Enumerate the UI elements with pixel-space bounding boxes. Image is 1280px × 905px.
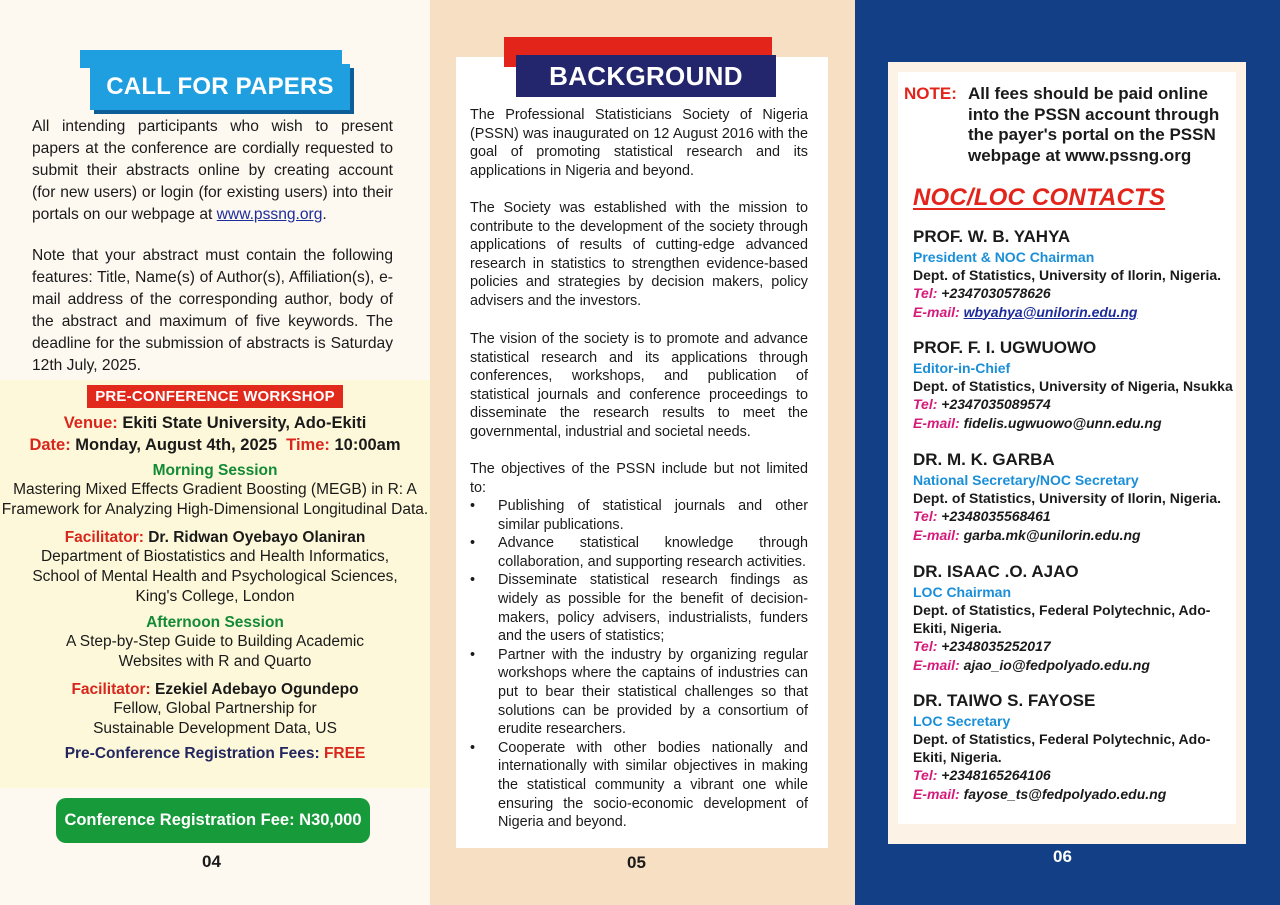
contact-email	[913, 303, 1233, 322]
facilitator-label: Facilitator:	[71, 681, 151, 698]
contact-email	[913, 526, 1233, 545]
contact-card	[913, 226, 1233, 321]
pre-conference-fees	[0, 745, 430, 763]
contact-phone	[913, 766, 1233, 785]
email-label: E-mail:	[913, 414, 960, 431]
note-label: NOTE:	[904, 84, 957, 103]
tel-value[interactable]: +2348035252017	[941, 638, 1051, 654]
contact-role: LOC Secretary	[913, 713, 1011, 729]
abstract-note: Note that your abstract must contain the following features: Title, Name(s) of Author(s), Affiliation(s), e-mail address of the corresponding author, body of the abstract and maximum of five keywords. The deadline for the submission of abstracts is Saturday 12th July, 2025.	[32, 247, 393, 374]
contact-role: National Secretary/NOC Secretary	[913, 472, 1139, 488]
email-label: E-mail:	[913, 526, 960, 543]
email-value[interactable]: ajao_io@fedpolyado.edu.ng	[963, 656, 1150, 673]
background-para-2: The Society was established with the mission to contribute to the development of the society through applications of results of cutting-edge advanced research in statistics to strengthen evidence-based policies and strategies by decision makers, policy advisers and the investors.	[470, 200, 808, 309]
email-value[interactable]: garba.mk@unilorin.edu.ng	[963, 526, 1141, 543]
email-value[interactable]: fayose_ts@fedpolyado.edu.ng	[963, 785, 1167, 802]
facilitator-name: Dr. Ridwan Oyebayo Olaniran	[148, 529, 366, 546]
facilitator-affiliation-1: Fellow, Global Partnership for	[113, 700, 317, 717]
email-value[interactable]: fidelis.ugwuowo@unn.edu.ng	[963, 414, 1162, 431]
tel-label: Tel:	[913, 285, 938, 301]
list-item: • Partner with the industry by organizing regular workshops where the captains of industries can put to bear their statistical challenges so that solutions can be provided by a consortium of erudite researchers.	[470, 646, 808, 739]
workshop-badge: PRE-CONFERENCE WORKSHOP	[87, 385, 343, 408]
note-text: All fees should be paid online into the PSSN account through the payer's portal on the PSSN webpage at www.pssng.org	[968, 84, 1220, 165]
afternoon-session-desc-1: A Step-by-Step Guide to Building Academic	[65, 633, 365, 650]
tel-value[interactable]: +2348035568461	[941, 508, 1051, 524]
contact-dept: Dept. of Statistics, Federal Polytechnic, Ado-Ekiti, Nigeria.	[913, 731, 1211, 765]
call-for-papers-heading: CALL FOR PAPERS	[106, 73, 334, 100]
facilitator-label: Facilitator:	[64, 529, 144, 546]
morning-session-title: Morning Session	[152, 462, 278, 479]
facilitator-affiliation-1: Department of Biostatistics and Health Informatics,	[40, 548, 390, 565]
contact-phone	[913, 637, 1233, 656]
venue-value: Ekiti State University, Ado-Ekiti	[122, 414, 367, 432]
website-link[interactable]: www.pssng.org	[216, 206, 323, 223]
background-para-1: The Professional Statisticians Society of Nigeria (PSSN) was inaugurated on 12 August 2016 with the goal of promoting statistical research and its applications in Nigeria and beyond.	[470, 107, 808, 179]
contact-name: DR. TAIWO S. FAYOSE	[913, 691, 1096, 710]
contacts-heading: NOC/LOC CONTACTS	[913, 184, 1166, 211]
tel-label: Tel:	[913, 767, 938, 783]
list-item: • Cooperate with other bodies nationally and internationally with similar objectives in making the statistical community a vibrant one while ensuring the socio-economic development of Nigeria and beyond.	[470, 739, 808, 832]
contact-dept: Dept. of Statistics, University of Ilorin, Nigeria.	[913, 490, 1222, 506]
afternoon-facilitator	[0, 681, 430, 699]
contact-name: PROF. F. I. UGWUOWO	[913, 338, 1097, 357]
contact-phone	[913, 284, 1233, 303]
fees-label: Pre-Conference Registration Fees:	[64, 745, 320, 762]
background-heading: BACKGROUND	[549, 61, 743, 91]
contact-card	[913, 337, 1233, 432]
contact-name: DR. ISAAC .O. AJAO	[913, 562, 1079, 581]
list-item: • Disseminate statistical research findings as widely as possible for the benefit of decision-makers, policy advisers, industrialists, funders and the users of statistics;	[470, 571, 808, 645]
tel-value[interactable]: +2348165264106	[941, 767, 1051, 783]
pre-conference-workshop-section	[0, 380, 430, 788]
contact-card	[913, 690, 1233, 803]
contact-name: PROF. W. B. YAHYA	[913, 227, 1071, 246]
facilitator-affiliation-2: Sustainable Development Data, US	[93, 720, 337, 737]
contact-email	[913, 414, 1233, 433]
afternoon-session-desc-2: Websites with R and Quarto	[118, 653, 312, 670]
morning-session-desc-1: Mastering Mixed Effects Gradient Boosting (MEGB) in R: A	[13, 481, 417, 498]
afternoon-session-title: Afternoon Session	[146, 614, 284, 631]
email-label: E-mail:	[913, 303, 960, 320]
tel-label: Tel:	[913, 508, 938, 524]
date-value: Monday, August 4th, 2025	[75, 436, 277, 454]
email-label: E-mail:	[913, 656, 960, 673]
intro-end: .	[322, 206, 327, 223]
call-for-papers-banner	[80, 50, 350, 110]
background-para-3: The vision of the society is to promote and advance statistical research and its applications through conferences, workshops, and publication of statistical journals and conference proceedings to disseminate the research results to meet the governmental, industrial and societal needs.	[470, 331, 808, 440]
contact-dept: Dept. of Statistics, Federal Polytechnic, Ado-Ekiti, Nigeria.	[913, 602, 1211, 636]
fees-value: FREE	[323, 745, 366, 762]
contact-role: President & NOC Chairman	[913, 249, 1095, 265]
list-item: • Publishing of statistical journals and other similar publications.	[470, 497, 808, 534]
page-number-05: 05	[627, 853, 646, 872]
contact-email	[913, 785, 1233, 804]
email-label: E-mail:	[913, 785, 960, 802]
contact-phone	[913, 507, 1233, 526]
morning-session-desc-2: Framework for Analyzing High-Dimensional Longitudinal Data.	[1, 501, 429, 518]
contact-role: Editor-in-Chief	[913, 360, 1011, 376]
list-item: • Advance statistical knowledge through collaboration, and supporting research activities.	[470, 534, 808, 571]
time-label: Time:	[286, 436, 330, 454]
workshop-venue	[0, 414, 430, 433]
tel-label: Tel:	[913, 638, 938, 654]
email-link[interactable]: wbyahya@unilorin.edu.ng	[963, 303, 1138, 320]
objectives-intro: The objectives of the PSSN include but not limited to:	[470, 461, 808, 496]
venue-label: Venue:	[63, 414, 118, 432]
page-number-06: 06	[1053, 847, 1072, 866]
contact-name: DR. M. K. GARBA	[913, 450, 1055, 469]
intro-text: All intending participants who wish to present papers at the conference are cordially requested to submit their abstracts online by creating account (for new users) or login (for existing users) into their portals on our webpage at	[32, 118, 393, 223]
contact-card	[913, 561, 1233, 674]
facilitator-name: Ezekiel Adebayo Ogundepo	[155, 681, 359, 698]
call-for-papers-intro	[32, 116, 393, 226]
facilitator-affiliation-3: King's College, London	[135, 588, 295, 605]
objectives-list	[470, 497, 808, 832]
contact-phone	[913, 395, 1233, 414]
time-value: 10:00am	[334, 436, 401, 454]
morning-facilitator	[0, 529, 430, 547]
date-label: Date:	[29, 436, 71, 454]
contact-role: LOC Chairman	[913, 584, 1012, 600]
contact-email	[913, 656, 1233, 675]
payment-note	[904, 84, 1234, 166]
tel-value[interactable]: +2347035089574	[941, 396, 1051, 412]
tel-value[interactable]: +2347030578626	[941, 285, 1051, 301]
contact-dept: Dept. of Statistics, University of Ilorin, Nigeria.	[913, 267, 1222, 283]
facilitator-affiliation-2: School of Mental Health and Psychological Sciences,	[32, 568, 398, 585]
contact-dept: Dept. of Statistics, University of Nigeria, Nsukka	[913, 378, 1233, 394]
page-number-04: 04	[202, 852, 221, 871]
contact-card	[913, 449, 1233, 544]
tel-label: Tel:	[913, 396, 938, 412]
conference-registration-fee-button[interactable]: Conference Registration Fee: N30,000	[56, 798, 370, 843]
workshop-date-time	[0, 436, 430, 455]
